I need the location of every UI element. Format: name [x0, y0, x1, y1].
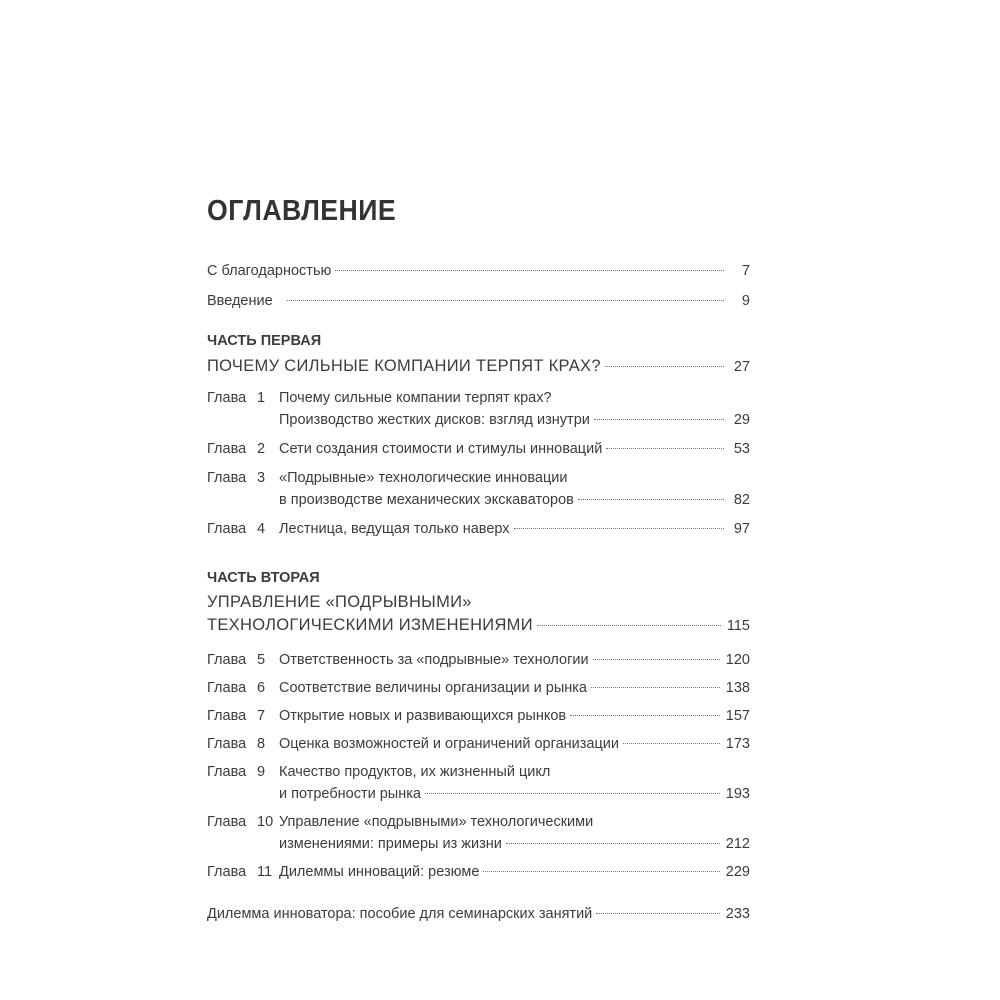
entry-page: 138 [725, 680, 750, 696]
chapter-label: Глава 7 [207, 708, 266, 724]
entry-page: 233 [725, 906, 750, 922]
toc-chapter-5[interactable] [207, 649, 750, 671]
toc-chapter-6[interactable] [207, 677, 750, 699]
toc-chapter-9[interactable] [207, 761, 750, 783]
chapter-label: Глава 9 [207, 764, 266, 780]
toc-entry-acknowledgements[interactable] [207, 260, 750, 282]
toc-entry-introduction[interactable] [207, 290, 750, 312]
entry-page: 120 [725, 652, 750, 668]
toc-chapter-7[interactable] [207, 705, 750, 727]
toc-chapter-1[interactable] [207, 387, 750, 409]
part-two-title-line1: УПРАВЛЕНИЕ «ПОДРЫВНЫМИ» [207, 593, 472, 611]
toc-chapter-3-cont[interactable] [207, 489, 750, 511]
chapter-title-line1: Почему сильные компании терпят крах? [279, 390, 552, 406]
chapter-title: Дилеммы инноваций: резюме [279, 864, 480, 880]
chapter-label: Глава 5 [207, 652, 266, 668]
entry-page: 173 [725, 736, 750, 752]
part-two-label: ЧАСТЬ ВТОРАЯ [207, 570, 320, 586]
entry-page: 29 [733, 412, 750, 428]
chapter-title: Соответствие величины организации и рынка [279, 680, 587, 696]
chapter-label: Глава 3 [207, 470, 266, 486]
entry-page: 7 [741, 263, 750, 279]
chapter-label: Глава 2 [207, 441, 266, 457]
leader-dots [605, 365, 724, 367]
entry-title: Введение [207, 293, 273, 309]
leader-dots [596, 912, 720, 914]
toc-entry-part-one[interactable] [207, 355, 750, 377]
toc-chapter-8[interactable] [207, 733, 750, 755]
entry-page: 53 [733, 441, 750, 457]
leader-dots [287, 299, 724, 301]
toc-chapter-1-cont[interactable] [207, 409, 750, 431]
chapter-label: Глава 6 [207, 680, 266, 696]
chapter-title-line2: изменениями: примеры из жизни [279, 836, 502, 852]
chapter-label: Глава 1 [207, 390, 266, 406]
leader-dots [578, 498, 724, 500]
leader-dots [594, 418, 724, 420]
toc-chapter-10-cont[interactable] [207, 833, 750, 855]
chapter-title-line1: Управление «подрывными» технологическими [279, 814, 594, 830]
chapter-title-line2: и потребности рынка [279, 786, 421, 802]
toc-entry-part-two[interactable] [207, 614, 750, 636]
part-title-line2: ТЕХНОЛОГИЧЕСКИМИ ИЗМЕНЕНИЯМИ [207, 616, 533, 634]
entry-page: 27 [733, 359, 750, 375]
entry-title: С благодарностью [207, 263, 332, 279]
toc-chapter-11[interactable] [207, 861, 750, 883]
chapter-title: Открытие новых и развивающихся рынков [279, 708, 567, 724]
leader-dots [593, 658, 720, 660]
leader-dots [606, 447, 724, 449]
toc-chapter-4[interactable] [207, 518, 750, 540]
leader-dots [514, 527, 724, 529]
entry-page: 229 [725, 864, 750, 880]
chapter-title: Оценка возможностей и ограничений организации [279, 736, 619, 752]
entry-page: 97 [733, 521, 750, 537]
chapter-title-line2: Производство жестких дисков: взгляд изнутри [279, 412, 590, 428]
entry-page: 193 [725, 786, 750, 802]
toc-heading: ОГЛАВЛЕНИЕ [207, 195, 397, 227]
chapter-title-line2: в производстве механических экскаваторов [279, 492, 574, 508]
leader-dots [483, 870, 719, 872]
leader-dots [623, 742, 720, 744]
entry-page: 115 [726, 618, 750, 634]
leader-dots [591, 686, 720, 688]
leader-dots [506, 842, 720, 844]
chapter-title-line1: Качество продуктов, их жизненный цикл [279, 764, 551, 780]
chapter-label: Глава 11 [207, 864, 273, 880]
toc-chapter-3[interactable] [207, 467, 750, 489]
entry-page: 212 [725, 836, 750, 852]
toc-chapter-2[interactable] [207, 438, 750, 460]
chapter-label: Глава 10 [207, 814, 274, 830]
toc-entry-seminar-guide[interactable] [207, 903, 750, 925]
leader-dots [537, 624, 721, 626]
entry-page: 157 [725, 708, 750, 724]
chapter-label: Глава 8 [207, 736, 266, 752]
leader-dots [425, 792, 720, 794]
part-title: ПОЧЕМУ СИЛЬНЫЕ КОМПАНИИ ТЕРПЯТ КРАХ? [207, 357, 601, 375]
leader-dots [335, 269, 724, 271]
toc-chapter-10[interactable] [207, 811, 750, 833]
chapter-label: Глава 4 [207, 521, 266, 537]
toc-chapter-9-cont[interactable] [207, 783, 750, 805]
leader-dots [570, 714, 720, 716]
chapter-title: Ответственность за «подрывные» технологии [279, 652, 589, 668]
entry-page: 82 [733, 492, 750, 508]
entry-page: 9 [741, 293, 750, 309]
part-one-label: ЧАСТЬ ПЕРВАЯ [207, 333, 322, 349]
entry-title: Дилемма инноватора: пособие для семинарских занятий [207, 906, 593, 922]
chapter-title: Лестница, ведущая только наверх [279, 521, 510, 537]
chapter-title-line1: «Подрывные» технологические инновации [279, 470, 568, 486]
chapter-title: Сети создания стоимости и стимулы инноваций [279, 441, 603, 457]
